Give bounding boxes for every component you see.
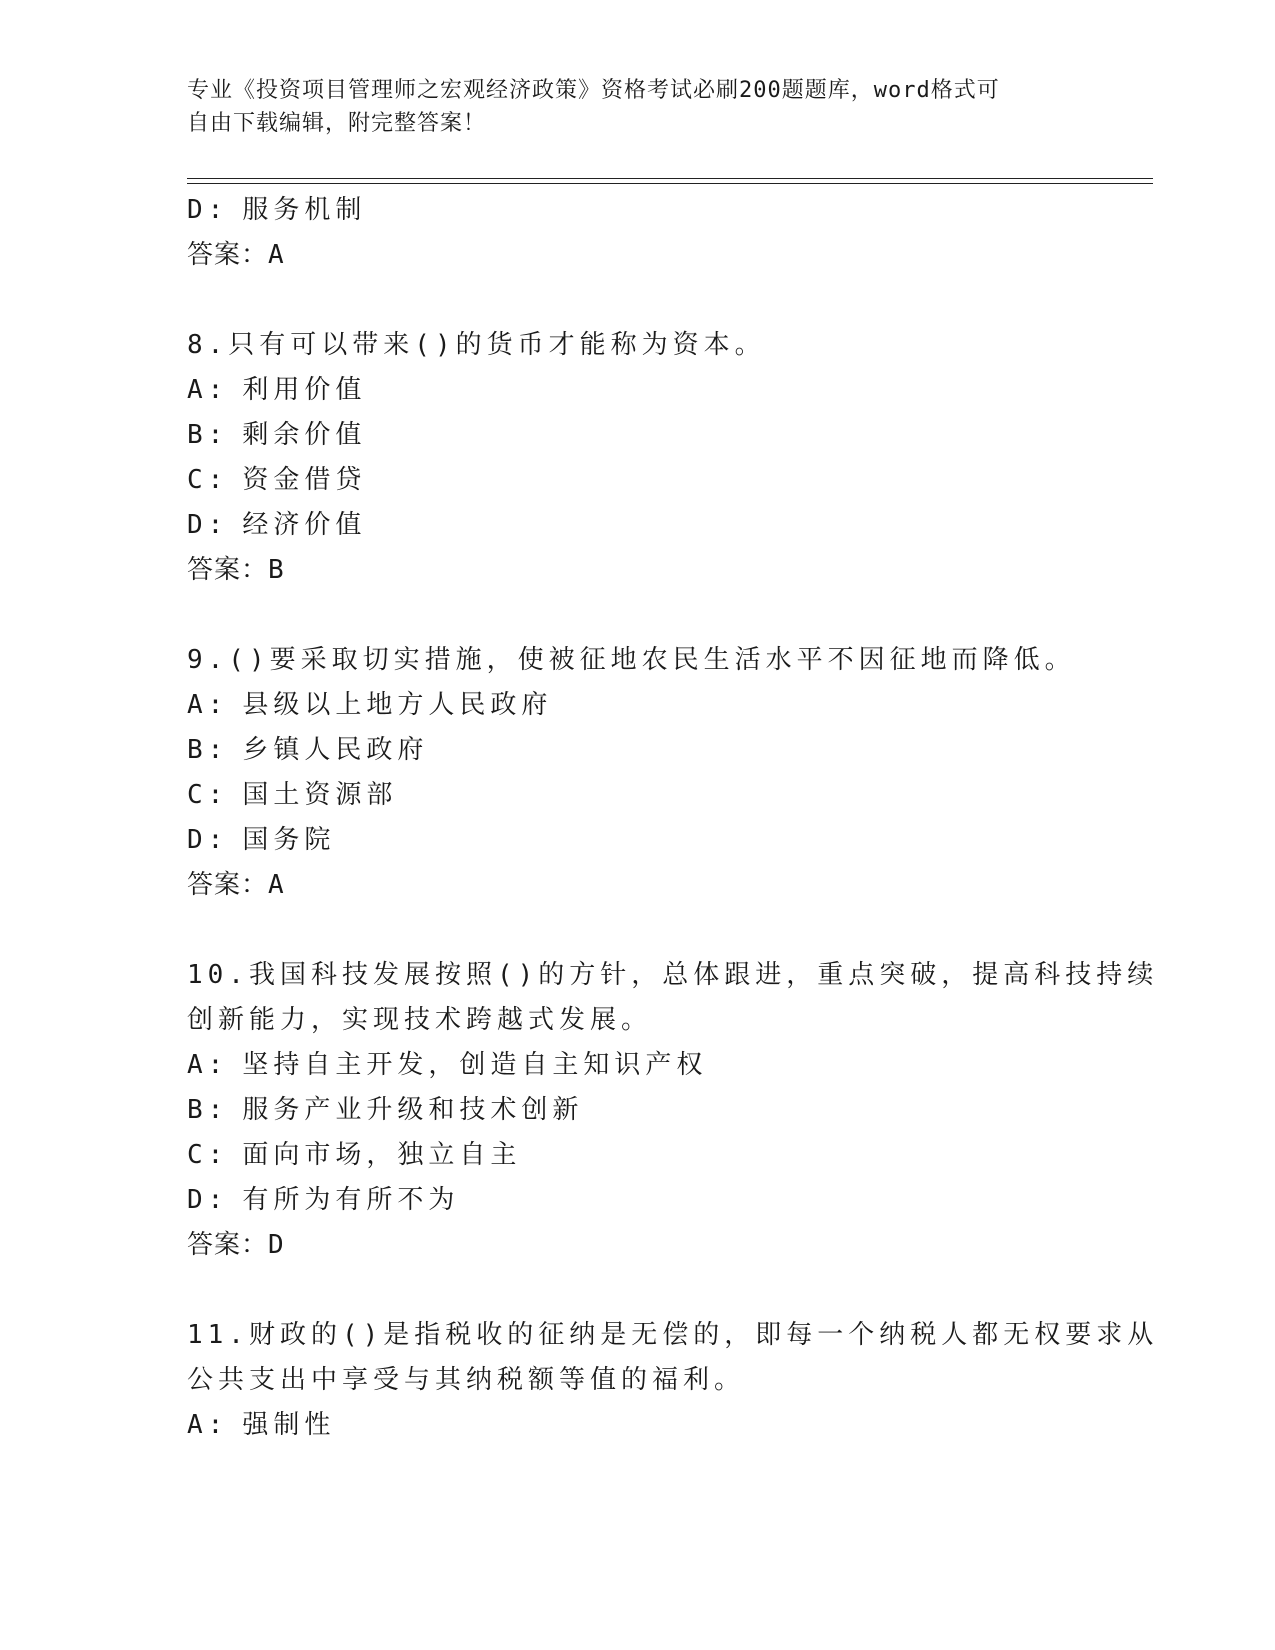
q10-option-b [187,1088,1087,1133]
q9-option-b [187,728,1087,773]
document-header [187,74,1067,140]
answer-value: A [268,870,285,900]
option-text: 坚持自主开发，创造自主知识产权 [242,1050,708,1080]
q8-option-d [187,503,1087,548]
option-text: 剩余价值 [242,420,367,450]
q10-stem-line-2: 创新能力，实现技术跨越式发展。 [187,1005,653,1035]
question-list [187,188,1159,1448]
q9-stem: 9.()要采取切实措施，使被征地农民生活水平不因征地而降低。 [187,645,1076,675]
option-text: 服务产业升级和技术创新 [242,1095,584,1125]
header-line-1: 专业《投资项目管理师之宏观经济政策》资格考试必刷200题题库，word格式可 [187,78,1000,103]
option-text: 县级以上地方人民政府 [242,690,553,720]
option-text: 经济价值 [242,510,367,540]
q9-answer [187,863,1087,908]
header-divider-top [187,178,1153,179]
header-divider-bottom [187,183,1153,184]
option-label: D: [187,825,229,855]
q8-stem: 8.只有可以带来()的货币才能称为资本。 [187,330,766,360]
answer-value: B [268,555,285,585]
option-label: D: [187,510,229,540]
answer-value: A [268,240,285,270]
spacer [187,278,1087,323]
answer-label: 答案： [187,555,269,585]
option-text: 资金借贷 [242,465,367,495]
option-label: A: [187,1050,229,1080]
option-label: D: [187,195,229,225]
option-label: A: [187,375,229,405]
option-text: 利用价值 [242,375,367,405]
option-label: A: [187,690,229,720]
q10-stem-line-1: 10.我国科技发展按照()的方针，总体跟进，重点突破，提高科技持续 [187,960,1159,990]
q10-option-a [187,1043,1087,1088]
spacer [187,1268,1087,1313]
option-text: 有所为有所不为 [242,1185,460,1215]
option-text: 面向市场，独立自主 [242,1140,522,1170]
option-text: 国土资源部 [242,780,398,810]
q10-option-d [187,1178,1087,1223]
spacer [187,908,1087,953]
q8-option-b [187,413,1087,458]
option-label: B: [187,735,229,765]
option-text: 乡镇人民政府 [242,735,429,765]
q8-option-c [187,458,1087,503]
option-label: C: [187,1140,229,1170]
header-line-2: 自由下载编辑，附完整答案！ [187,111,487,136]
spacer [187,593,1087,638]
q8-option-a [187,368,1087,413]
option-text: 服务机制 [242,195,367,225]
option-label: D: [187,1185,229,1215]
q9-option-a [187,683,1087,728]
q8-answer [187,548,1087,593]
q10-answer [187,1223,1087,1268]
q9-option-c [187,773,1087,818]
q7-answer [187,233,1087,278]
option-text: 国务院 [242,825,336,855]
answer-label: 答案： [187,1230,269,1260]
q11-option-a [187,1403,1087,1448]
q10-option-c [187,1133,1087,1178]
q7-option-d [187,188,1087,233]
answer-label: 答案： [187,870,269,900]
option-label: A: [187,1410,229,1440]
q11-stem-line-1: 11.财政的()是指税收的征纳是无偿的，即每一个纳税人都无权要求从 [187,1320,1159,1350]
option-label: C: [187,465,229,495]
answer-label: 答案： [187,240,269,270]
option-label: B: [187,1095,229,1125]
option-label: C: [187,780,229,810]
option-label: B: [187,420,229,450]
option-text: 强制性 [242,1410,336,1440]
q9-option-d [187,818,1087,863]
q11-stem-line-2: 公共支出中享受与其纳税额等值的福利。 [187,1365,746,1395]
answer-value: D [268,1230,285,1260]
